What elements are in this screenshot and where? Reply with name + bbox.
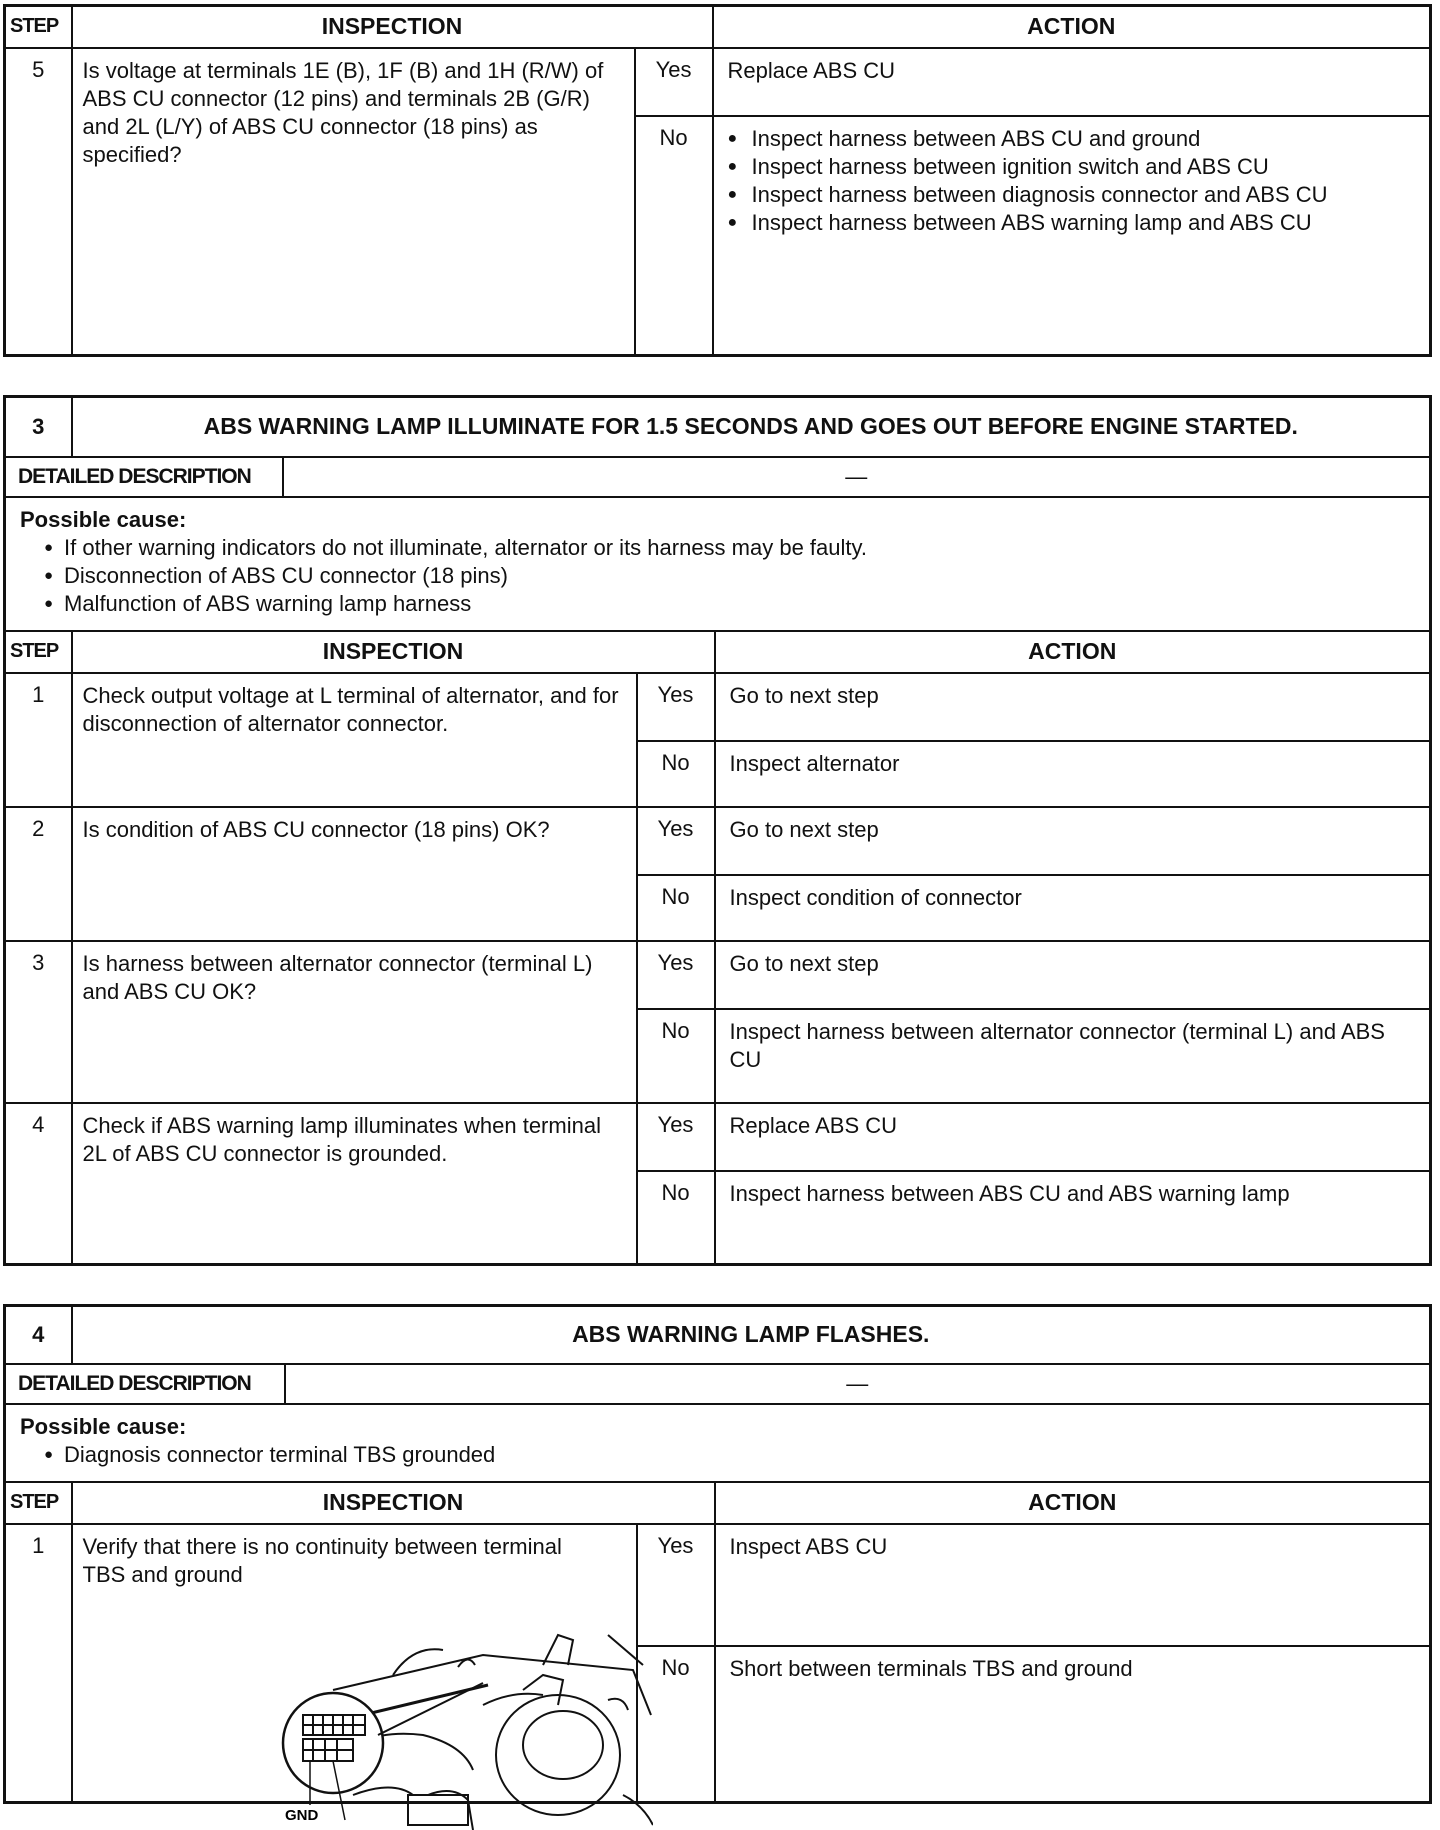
- no-label: No: [637, 875, 715, 941]
- cause-item: ● Disconnection of ABS CU connector (18 pins): [44, 562, 1415, 590]
- inspection-question: Is condition of ABS CU connector (18 pins) OK?: [72, 807, 637, 941]
- no-label: No: [637, 741, 715, 807]
- cause-item: ● Malfunction of ABS warning lamp harness: [44, 590, 1415, 618]
- yes-label: Yes: [637, 941, 715, 1009]
- possible-cause-block: [5, 1404, 1431, 1482]
- possible-cause-label: Possible cause:: [20, 506, 187, 532]
- inspection-question: Check output voltage at L terminal of alternator, and for disconnection of alternator connector.: [72, 673, 637, 807]
- no-action: Inspect harness between ABS CU and ABS warning lamp: [715, 1171, 1431, 1265]
- inspection-column-header: INSPECTION: [72, 1482, 715, 1524]
- section-title: ABS WARNING LAMP FLASHES.: [72, 1306, 1431, 1364]
- step-number: 1: [5, 1524, 72, 1803]
- step-number: 2: [5, 807, 72, 941]
- no-action: Short between terminals TBS and ground: [715, 1646, 1431, 1803]
- step-column-header: STEP: [5, 631, 72, 673]
- cause-item: ● Diagnosis connector terminal TBS grounded: [44, 1441, 1415, 1469]
- step-number: 5: [5, 48, 72, 356]
- step-number: 3: [5, 941, 72, 1103]
- detailed-description-label: DETAILED DESCRIPTION: [5, 1364, 285, 1404]
- section-4-table: [3, 1304, 1432, 1824]
- gnd-label: GND: [284, 1806, 318, 1824]
- yes-label: Yes: [637, 1103, 715, 1171]
- section-title: ABS WARNING LAMP ILLUMINATE FOR 1.5 SECONDS AND GOES OUT BEFORE ENGINE STARTED.: [72, 397, 1431, 457]
- document-page: [3, 4, 1432, 1824]
- inspection-column-header: INSPECTION: [72, 6, 713, 48]
- no-label: No: [637, 1009, 715, 1103]
- no-action-item: ● Inspect harness between ABS warning lamp and ABS CU: [728, 209, 1419, 237]
- inspection-question: Is harness between alternator connector (terminal L) and ABS CU OK?: [72, 941, 637, 1103]
- action-column-header: ACTION: [713, 6, 1431, 48]
- no-action: Inspect alternator: [715, 741, 1431, 807]
- action-column-header: ACTION: [715, 631, 1431, 673]
- yes-action: Replace ABS CU: [715, 1103, 1431, 1171]
- step-column-header: STEP: [5, 6, 72, 48]
- yes-action: Go to next step: [715, 807, 1431, 875]
- detailed-description-value: —: [283, 457, 1431, 497]
- no-label: No: [637, 1646, 715, 1803]
- yes-label: Yes: [637, 807, 715, 875]
- no-label: No: [635, 116, 713, 356]
- detailed-description-value: —: [285, 1364, 1431, 1404]
- possible-cause-label: Possible cause:: [20, 1413, 187, 1439]
- action-column-header: ACTION: [715, 1482, 1431, 1524]
- inspection-question: Check if ABS warning lamp illuminates when terminal 2L of ABS CU connector is grounded.: [72, 1103, 637, 1265]
- step5-table: [3, 4, 1432, 357]
- yes-label: Yes: [635, 48, 713, 116]
- section-3-table: [3, 395, 1432, 1266]
- yes-label: Yes: [637, 1524, 715, 1646]
- yes-label: Yes: [637, 673, 715, 741]
- diagnosis-connector-diagram: [213, 1595, 653, 1830]
- inspection-column-header: INSPECTION: [72, 631, 715, 673]
- no-action-item: ● Inspect harness between ignition switch and ABS CU: [728, 153, 1419, 181]
- step-number: 1: [5, 673, 72, 807]
- cause-item: ● If other warning indicators do not illuminate, alternator or its harness may be faulty.: [44, 534, 1415, 562]
- no-action: Inspect condition of connector: [715, 875, 1431, 941]
- step-column-header: STEP: [5, 1482, 72, 1524]
- section-number: 3: [5, 397, 72, 457]
- no-label: No: [637, 1171, 715, 1265]
- no-action-item: ● Inspect harness between ABS CU and ground: [728, 125, 1419, 153]
- yes-action: Inspect ABS CU: [715, 1524, 1431, 1646]
- yes-action: Replace ABS CU: [713, 48, 1431, 116]
- no-actions: [713, 116, 1431, 356]
- possible-cause-block: [5, 497, 1431, 631]
- inspection-question: Verify that there is no continuity between terminal TBS and ground: [82, 1533, 562, 1587]
- section-number: 4: [5, 1306, 72, 1364]
- no-action: Inspect harness between alternator connector (terminal L) and ABS CU: [715, 1009, 1431, 1103]
- no-action-item: ● Inspect harness between diagnosis connector and ABS CU: [728, 181, 1419, 209]
- yes-action: Go to next step: [715, 673, 1431, 741]
- inspection-cell: [72, 1524, 637, 1824]
- detailed-description-label: DETAILED DESCRIPTION: [5, 457, 283, 497]
- step-number: 4: [5, 1103, 72, 1265]
- inspection-question: Is voltage at terminals 1E (B), 1F (B) and 1H (R/W) of ABS CU connector (12 pins) and terminals 2B (G/R) and 2L (L/Y) of ABS CU connector (18 pins) as specified?: [72, 48, 635, 356]
- yes-action: Go to next step: [715, 941, 1431, 1009]
